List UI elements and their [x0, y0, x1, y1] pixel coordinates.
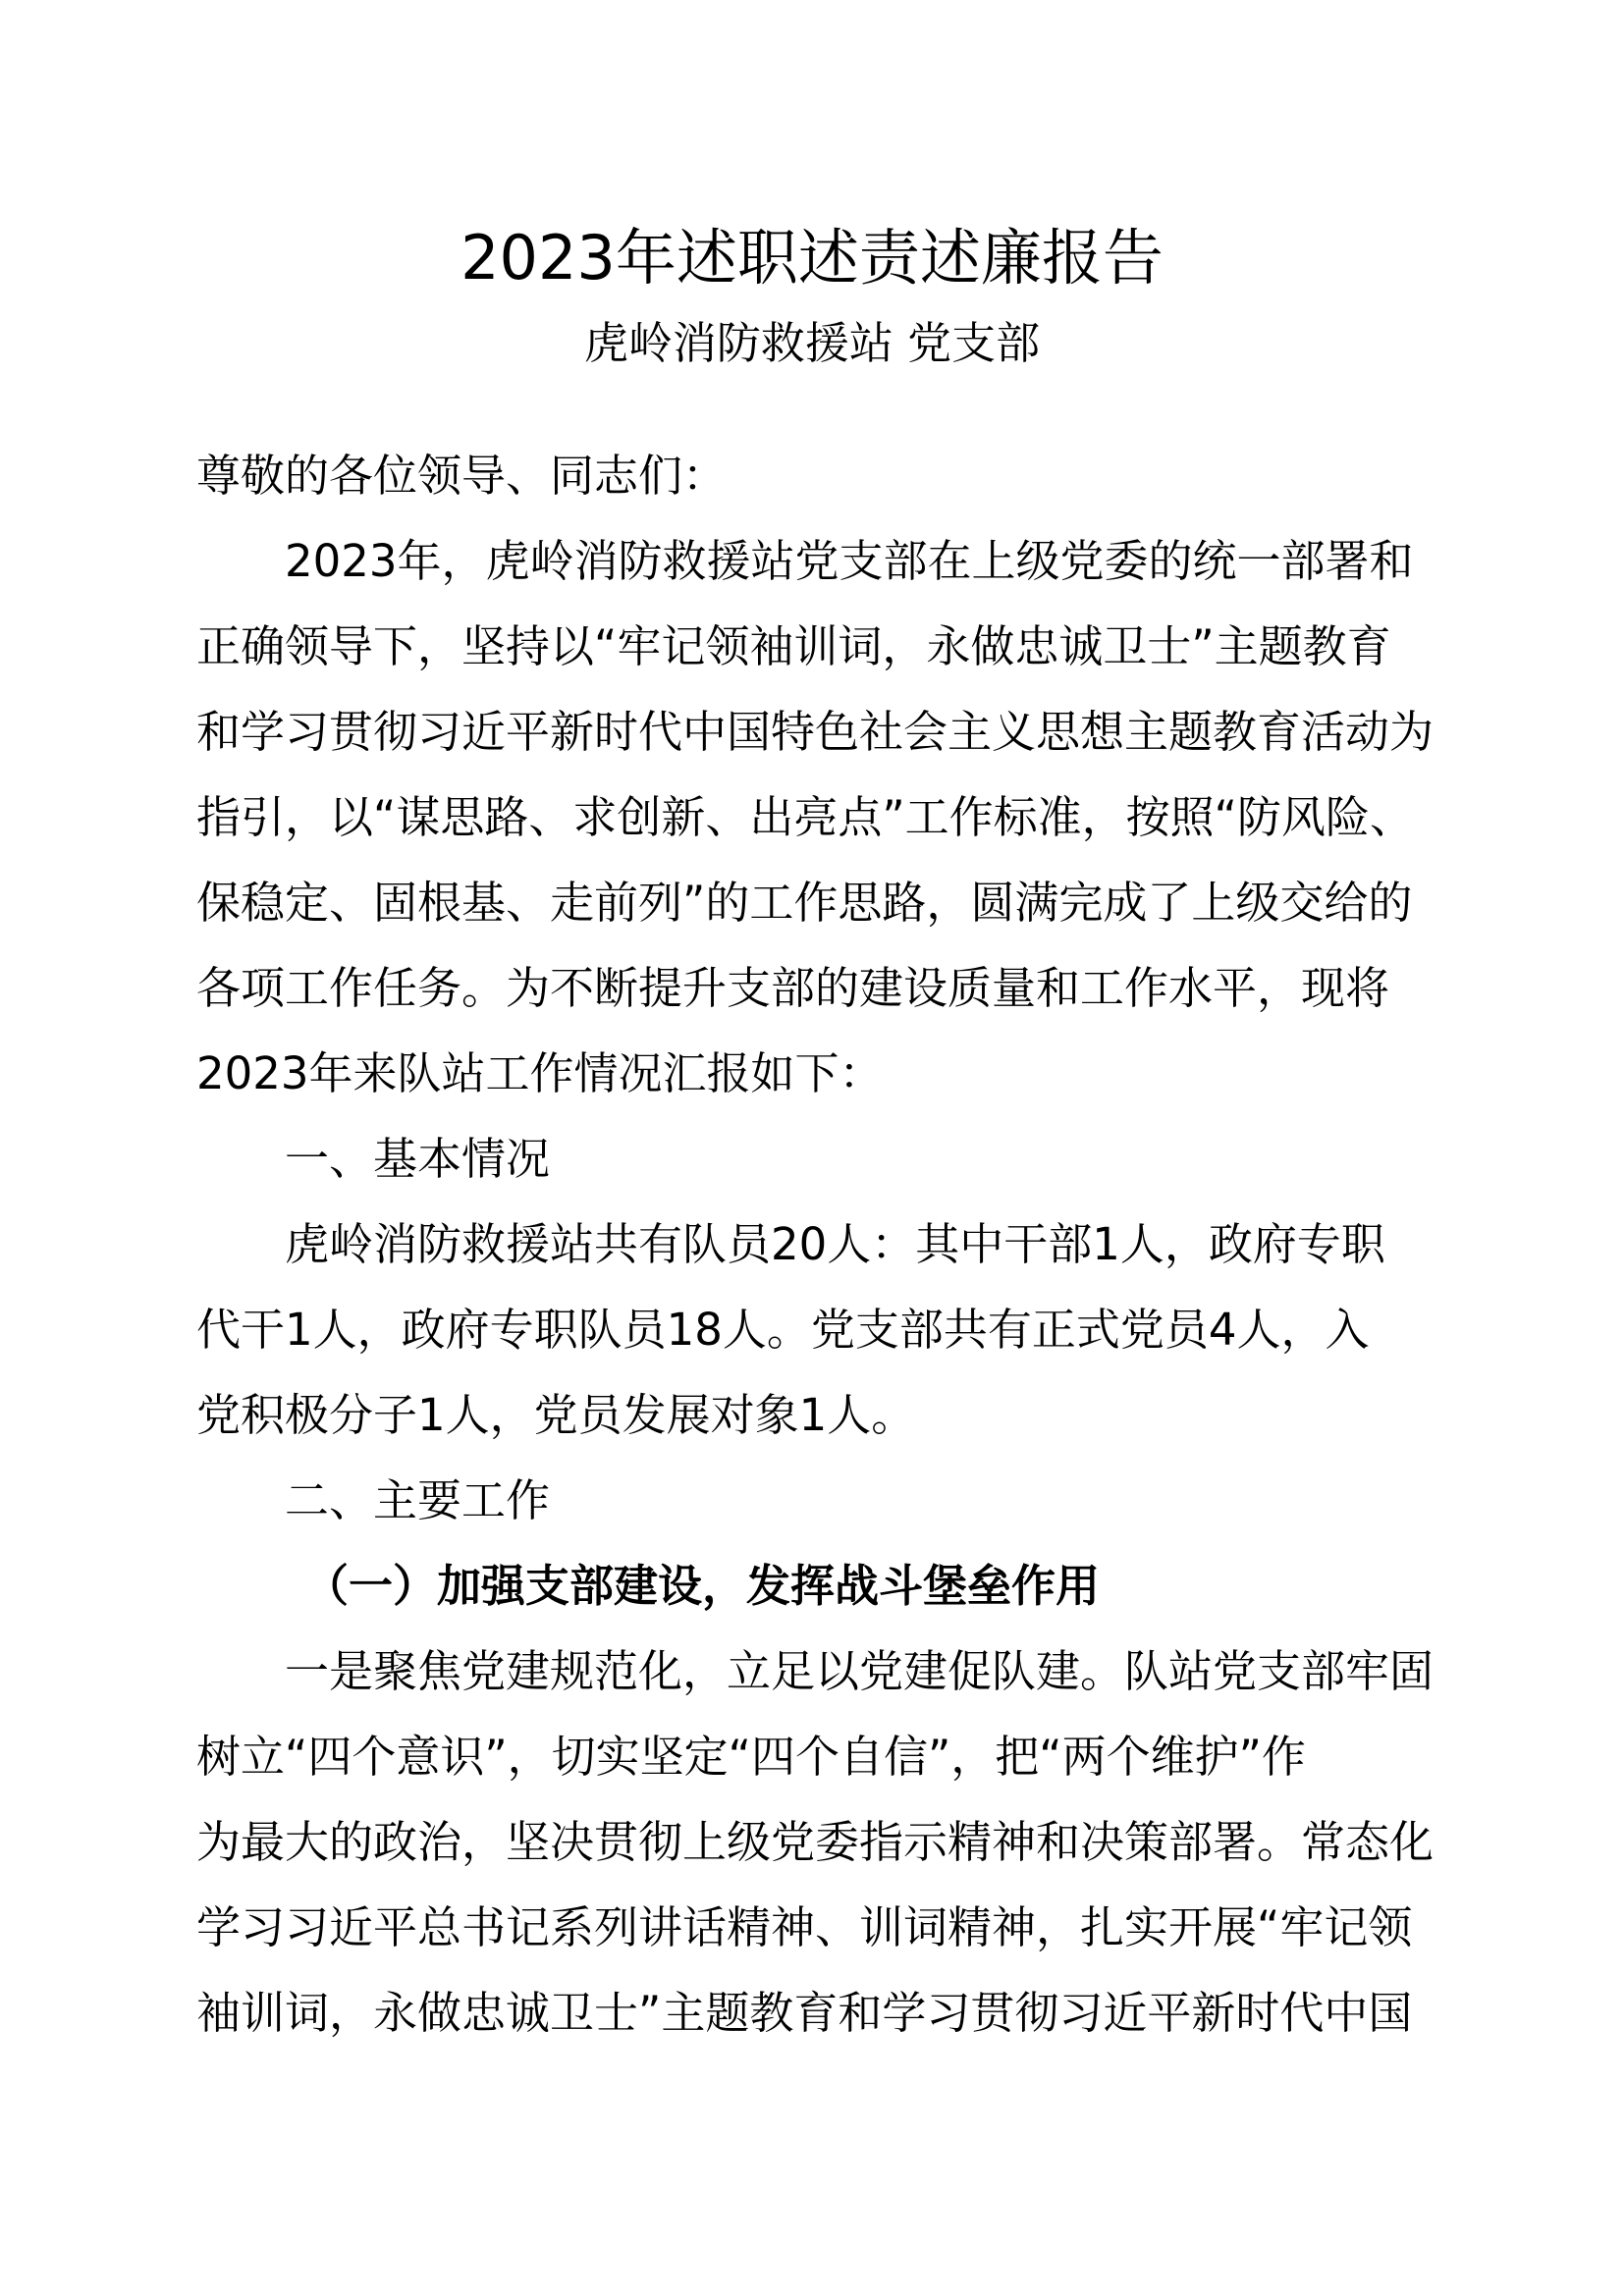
- text-line: 为最大的政治，坚决贯彻上级党委指示精神和决策部署。常态化: [196, 1816, 1435, 1868]
- document-subtitle: 虎岭消防救援站 党支部: [583, 317, 1041, 369]
- document-body: [196, 433, 1443, 2056]
- text-line: 袖训词，永做忠诚卫士”主题教育和学习贯彻习近平新时代中国: [196, 1987, 1413, 2039]
- text-line: 各项工作任务。为不断提升支部的建设质量和工作水平，现将: [196, 962, 1390, 1014]
- text-line: 学习习近平总书记系列讲话精神、训词精神，扎实开展“牢记领: [196, 1901, 1413, 1953]
- text-line: 党积极分子1人，党员发展对象1人。: [196, 1389, 916, 1441]
- text-line: 指引，以“谋思路、求创新、出亮点”工作标准，按照“防风险、: [196, 791, 1414, 843]
- text-line: 保稳定、固根基、走前列”的工作思路，圆满完成了上级交给的: [196, 877, 1413, 929]
- section-heading: （一）加强支部建设，发挥战斗堡垒作用: [304, 1560, 1101, 1612]
- document-title: 2023年述职述责述廉报告: [460, 222, 1164, 294]
- text-line: 2023年，虎岭消防救援站党支部在上级党委的统一部署和: [285, 535, 1414, 587]
- text-line: 一是聚焦党建规范化，立足以党建促队建。队站党支部牢固: [285, 1645, 1435, 1697]
- text-line: 虎岭消防救援站共有队员20人：其中干部1人，政府专职: [285, 1218, 1385, 1270]
- text-line: 一、基本情况: [285, 1133, 551, 1185]
- text-line: 代干1人，政府专职队员18人。党支部共有正式党员4人，入: [196, 1304, 1370, 1356]
- text-line: 二、主要工作: [285, 1474, 551, 1526]
- text-line: 和学习贯彻习近平新时代中国特色社会主义思想主题教育活动为: [196, 706, 1435, 758]
- text-line: 正确领导下，坚持以“牢记领袖训词，永做忠诚卫士”主题教育: [196, 620, 1391, 672]
- text-line: 2023年来队站工作情况汇报如下：: [196, 1047, 884, 1099]
- text-line: 尊敬的各位领导、同志们：: [196, 450, 728, 502]
- text-line: 树立“四个意识”，切实坚定“四个自信”，把“两个维护”作: [196, 1731, 1306, 1783]
